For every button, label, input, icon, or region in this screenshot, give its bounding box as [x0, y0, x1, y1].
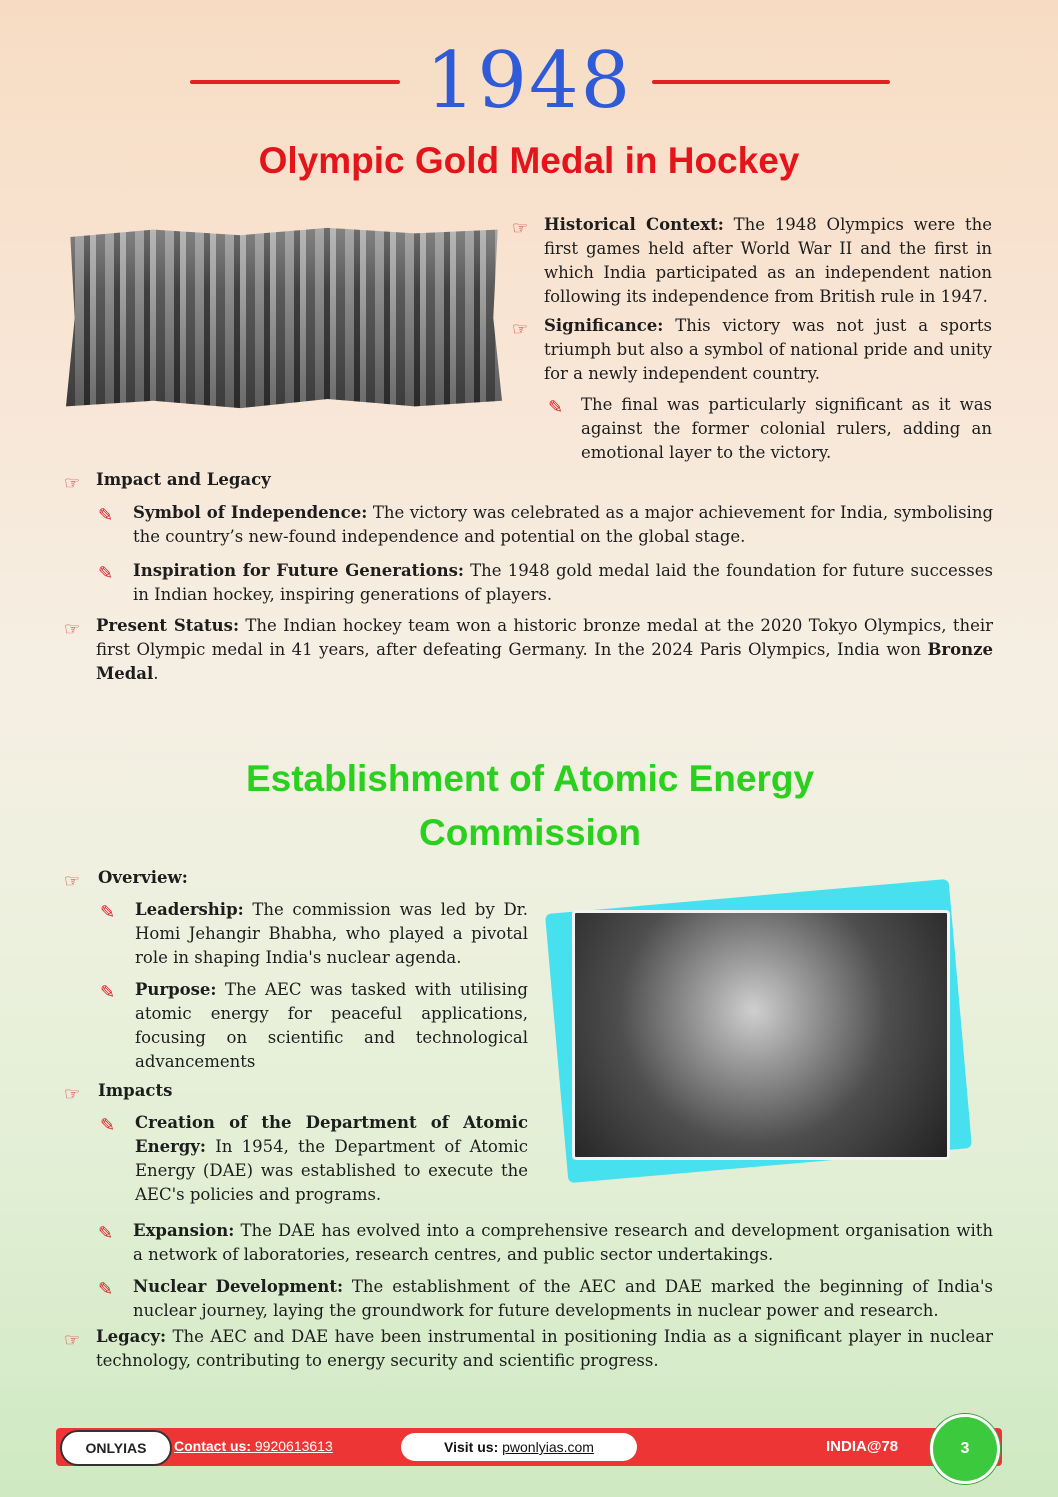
- page-number: 3: [960, 1440, 970, 1457]
- pointing-hand-icon: ☞: [512, 218, 529, 239]
- symbol-independence-text: Symbol of Independence: The victory was celebrated as a major achievement for India, symbolising the country’s new-found independence and potential on the global stage.: [133, 503, 994, 546]
- pen-icon: ✎: [100, 902, 116, 923]
- page-year: 1948: [425, 36, 633, 126]
- pointing-hand-icon: ☞: [64, 473, 81, 494]
- bhabha-photo: [572, 910, 950, 1160]
- onlyias-logo[interactable]: ONLYIAS: [60, 1430, 172, 1466]
- pointing-hand-icon: ☞: [512, 319, 529, 340]
- impact-heading: Impact and Legacy: [96, 470, 271, 489]
- pen-icon: ✎: [100, 1115, 116, 1136]
- visit-link[interactable]: Visit us: pwonlyias.com: [401, 1433, 637, 1461]
- significance-text: Significance: This victory was not just a sports triumph but also a symbol of national pride and unity for a newly independent country.: [544, 316, 992, 383]
- pen-icon: ✎: [100, 982, 116, 1003]
- present-status-text: Present Status: The Indian hockey team won a historic bronze medal at the 2020 Tokyo Olympics, their first Olympic medal in 41 years, after defeating Germany. In the 2024 Paris Olympics, India won Bronze Medal.: [96, 616, 994, 683]
- pointing-hand-icon: ☞: [64, 619, 81, 640]
- pen-icon: ✎: [98, 563, 114, 584]
- inspiration-text: Inspiration for Future Generations: The 1948 gold medal laid the foundation for future successes in Indian hockey, inspiring generations of players.: [133, 561, 993, 604]
- pointing-hand-icon: ☞: [64, 1330, 81, 1351]
- pointing-hand-icon: ☞: [64, 871, 81, 892]
- final-note-text: The final was particularly significant as it was against the former colonial rulers, adding an emotional layer to the victory.: [581, 395, 992, 462]
- pen-icon: ✎: [98, 1279, 114, 1300]
- overview-heading: Overview:: [98, 868, 188, 887]
- pen-icon: ✎: [548, 397, 564, 418]
- contact-link[interactable]: Contact us: 9920613613: [174, 1438, 333, 1454]
- creation-dae-text: Creation of the Department of Atomic Energy: In 1954, the Department of Atomic Energy (DAE) was established to execute the AEC's policies and programs.: [135, 1113, 528, 1204]
- section-title-hockey: Olympic Gold Medal in Hockey: [258, 140, 800, 181]
- leadership-text: Leadership: The commission was led by Dr. Homi Jehangir Bhabha, who played a pivotal role in shaping India's nuclear agenda.: [135, 900, 528, 967]
- impacts-heading: Impacts: [98, 1081, 173, 1100]
- expansion-text: Expansion: The DAE has evolved into a comprehensive research and development organisation with a network of laboratories, research centres, and public sector undertakings.: [133, 1221, 993, 1264]
- section-title-aec: Establishment of Atomic Energy Commission: [245, 758, 815, 853]
- legacy-text: Legacy: The AEC and DAE have been instrumental in positioning India as a significant player in nuclear technology, contributing to energy security and scientific progress.: [96, 1327, 993, 1370]
- purpose-text: Purpose: The AEC was tasked with utilising atomic energy for peaceful applications, focusing on scientific and technological advancements: [135, 980, 528, 1071]
- pointing-hand-icon: ☞: [64, 1084, 81, 1105]
- historical-context-text: Historical Context: The 1948 Olympics were the first games held after World War II and the first in which India participated as an independent nation following its independence from British rule in 1947.: [544, 215, 992, 306]
- pen-icon: ✎: [98, 505, 114, 526]
- hockey-team-photo: [66, 226, 502, 410]
- pen-icon: ✎: [98, 1223, 114, 1244]
- brand-label: INDIA@78: [826, 1438, 899, 1455]
- nuclear-development-text: Nuclear Development: The establishment of the AEC and DAE marked the beginning of India's nuclear journey, laying the groundwork for future developments in nuclear power and research.: [133, 1277, 993, 1320]
